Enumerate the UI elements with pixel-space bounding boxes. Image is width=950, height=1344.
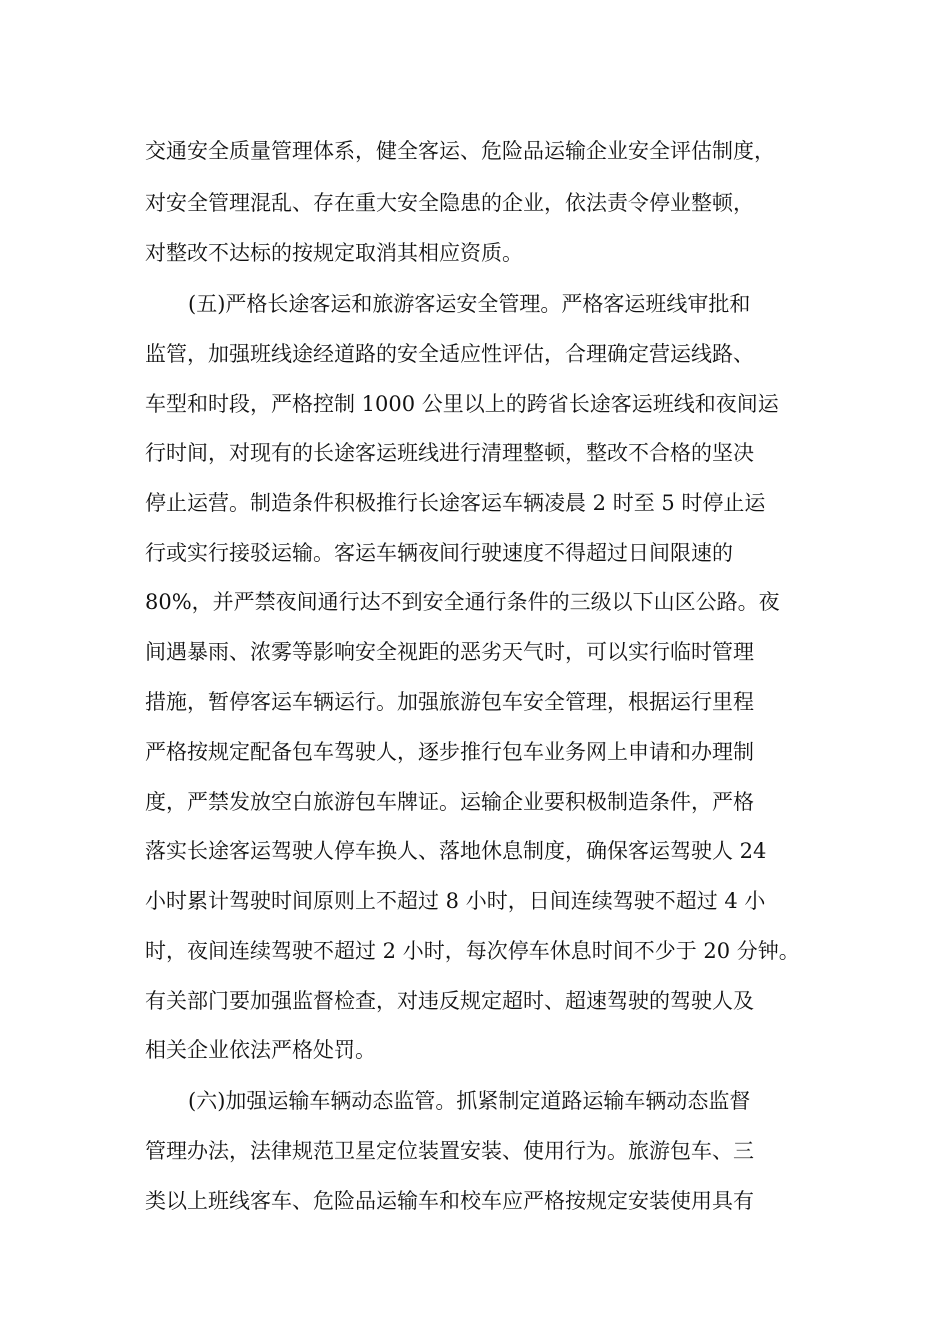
- text-line: 对安全管理混乱、存在重大安全隐患的企业，依法责令停业整顿，: [145, 191, 754, 215]
- text-line: 落实长途客运驾驶人停车换人、落地休息制度，确保客运驾驶人 24: [145, 839, 767, 863]
- text-line: 类以上班线客车、危险品运输车和校车应严格按规定安装使用具有: [145, 1189, 754, 1213]
- paragraph-start-line: (六)加强运输车辆动态监管。抓紧制定道路运输车辆动态监督: [188, 1089, 751, 1113]
- text-line: 度，严禁发放空白旅游包车牌证。运输企业要积极制造条件，严格: [145, 790, 754, 814]
- text-line: 管理办法，法律规范卫星定位装置安装、使用行为。旅游包车、三: [145, 1139, 754, 1163]
- text-line: 行时间，对现有的长途客运班线进行清理整顿，整改不合格的坚决: [145, 441, 754, 465]
- paragraph-start-line: (五)严格长途客运和旅游客运安全管理。严格客运班线审批和: [188, 292, 751, 316]
- text-line: 停止运营。制造条件积极推行长途客运车辆凌晨 2 时至 5 时停止运: [145, 491, 766, 515]
- text-line: 交通安全质量管理体系，健全客运、危险品运输企业安全评估制度，: [145, 139, 775, 163]
- text-line: 相关企业依法严格处罚。: [145, 1038, 376, 1062]
- text-line: 间遇暴雨、浓雾等影响安全视距的恶劣天气时，可以实行临时管理: [145, 640, 754, 664]
- text-line: 措施，暂停客运车辆运行。加强旅游包车安全管理，根据运行里程: [145, 690, 754, 714]
- text-line: 行或实行接驳运输。客运车辆夜间行驶速度不得超过日间限速的: [145, 541, 733, 565]
- text-line: 监管，加强班线途经道路的安全适应性评估，合理确定营运线路、: [145, 342, 754, 366]
- text-line: 小时累计驾驶时间原则上不超过 8 小时，日间连续驾驶不超过 4 小: [145, 889, 766, 913]
- text-line: 车型和时段，严格控制 1000 公里以上的跨省长途客运班线和夜间运: [145, 392, 779, 416]
- text-line: 时，夜间连续驾驶不超过 2 小时，每次停车休息时间不少于 20 分钟。: [145, 939, 800, 963]
- text-line: 有关部门要加强监督检查，对违反规定超时、超速驾驶的驾驶人及: [145, 989, 754, 1013]
- text-line: 严格按规定配备包车驾驶人，逐步推行包车业务网上申请和办理制: [145, 740, 754, 764]
- text-line: 对整改不达标的按规定取消其相应资质。: [145, 241, 523, 265]
- text-line: 80%，并严禁夜间通行达不到安全通行条件的三级以下山区公路。夜: [145, 590, 780, 614]
